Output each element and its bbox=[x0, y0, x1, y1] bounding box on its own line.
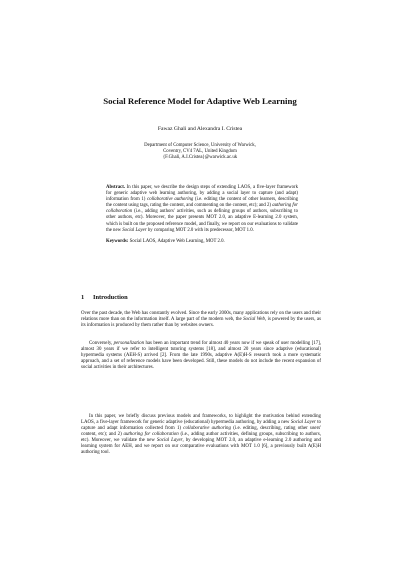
section-title: Introduction bbox=[93, 294, 128, 301]
p3-em-1: Social Layer bbox=[290, 420, 316, 426]
abstract-text-3: (i.e., adding authors' activities, such as defining groups of authors, subscribing to other authors, etc). Moreover, the paper presents MOT 2.0, an adaptive E-learning 2.0 system, which is built on the proposed reference model, and finally, we report on our evaluations to validate the new bbox=[106, 209, 298, 233]
abstract-text-1: In this paper, we describe the design steps of extending LAOS, a five-layer framework for generic adaptive web learning authoring, by adding a social layer to capture (and adapt) information from 1) bbox=[106, 185, 298, 203]
abstract-label: Abstract. bbox=[106, 185, 126, 190]
p3-text-2: to capture and adapt information collected from 1) bbox=[81, 420, 322, 432]
abstract bbox=[106, 185, 298, 234]
paragraph-3 bbox=[81, 414, 321, 456]
abstract-em-1: collaborative authoring bbox=[147, 197, 194, 203]
keywords bbox=[106, 239, 298, 245]
keywords-text: Social LAOS, Adaptive Web Learning, MOT 2.0. bbox=[128, 239, 225, 244]
paragraph-2 bbox=[81, 341, 321, 371]
keywords-label: Keywords: bbox=[106, 239, 129, 244]
p1-text-2: , is powered by the users, as its information is produced by them rather than by websites owners. bbox=[81, 317, 322, 329]
affiliation-dept: Department of Computer Science, University of Warwick, bbox=[144, 143, 256, 148]
p3-em-4: Social Layer bbox=[156, 438, 183, 444]
p2-text-1: Conversely, bbox=[89, 341, 114, 346]
affiliation-city: Coventry, CV4 7AL, United Kingdom bbox=[163, 149, 237, 155]
abstract-em-2: authoring for collaboration bbox=[106, 203, 298, 215]
p1-em-1: Social Web bbox=[243, 317, 265, 323]
p3-em-3: authoring for collaboration bbox=[123, 432, 179, 438]
abstract-em-3: Social Layer bbox=[122, 227, 147, 233]
paper-authors: Fawaz Ghali and Alexandra I. Cristea bbox=[157, 126, 243, 132]
p3-text-3: (i.e. editing, describing, rating other users' content, etc); and 2) bbox=[81, 426, 322, 438]
paper-title: Social Reference Model for Adaptive Web Learning bbox=[103, 96, 297, 106]
abstract-text-4: by comparing MOT 2.0 with its predecessor, MOT 1.0. bbox=[146, 227, 254, 233]
abstract-text-2: (i.e. editing the content of other learners, describing the content using tags, rating the content, and commenting on the content, etc); and 2) bbox=[106, 197, 298, 209]
section-heading bbox=[81, 294, 128, 301]
section-number: 1 bbox=[81, 294, 85, 301]
p3-text-1: In this paper, we briefly discuss previous models and frameworks, to highlight the motivation behind extending LAOS, a five-layer framework for generic adaptive (educational) hypermedia authoring, by adding a new bbox=[81, 414, 321, 426]
p3-text-4: (i.e., adding author activities, defining groups, subscribing to authors, etc). Moreover, we validate the new bbox=[81, 432, 321, 444]
p3-em-2: collaborative authoring bbox=[183, 426, 231, 432]
p3-text-5: , by developing MOT 2.0, an adaptive e-learning 2.0 authoring and learning system for AEH, and we report on our comparative evaluations with MOT 1.0 [6], a previously built A(E)H authoring tool. bbox=[81, 438, 321, 456]
affiliation-emails: {F.Ghali, A.I.Cristea}@warwick.ac.uk bbox=[162, 155, 238, 161]
paragraph-1 bbox=[81, 311, 321, 329]
p2-text-2: has been an important trend for almost 40 years now if we speak of user modelling [17], almost 30 years if we refer to intelligent tutoring systems [18], and almost 20 years since adaptive (educational) hypermedia systems (AEH-S) arrived [2]. From the late 1990s, adaptive A(E)H-S research took a more systematic approach, and a set of reference models have been developed. Still, these models do not include the recent expansion of social activities in their architectures. bbox=[81, 341, 322, 371]
p1-text-1: Over the past decade, the Web has constantly evolved. Since the early 2000s, many applications rely on the users and their relations more than on the information itself. A large part of the modern web, the bbox=[81, 311, 321, 323]
affiliation bbox=[0, 143, 400, 162]
p2-em-1: personalization bbox=[113, 341, 145, 346]
